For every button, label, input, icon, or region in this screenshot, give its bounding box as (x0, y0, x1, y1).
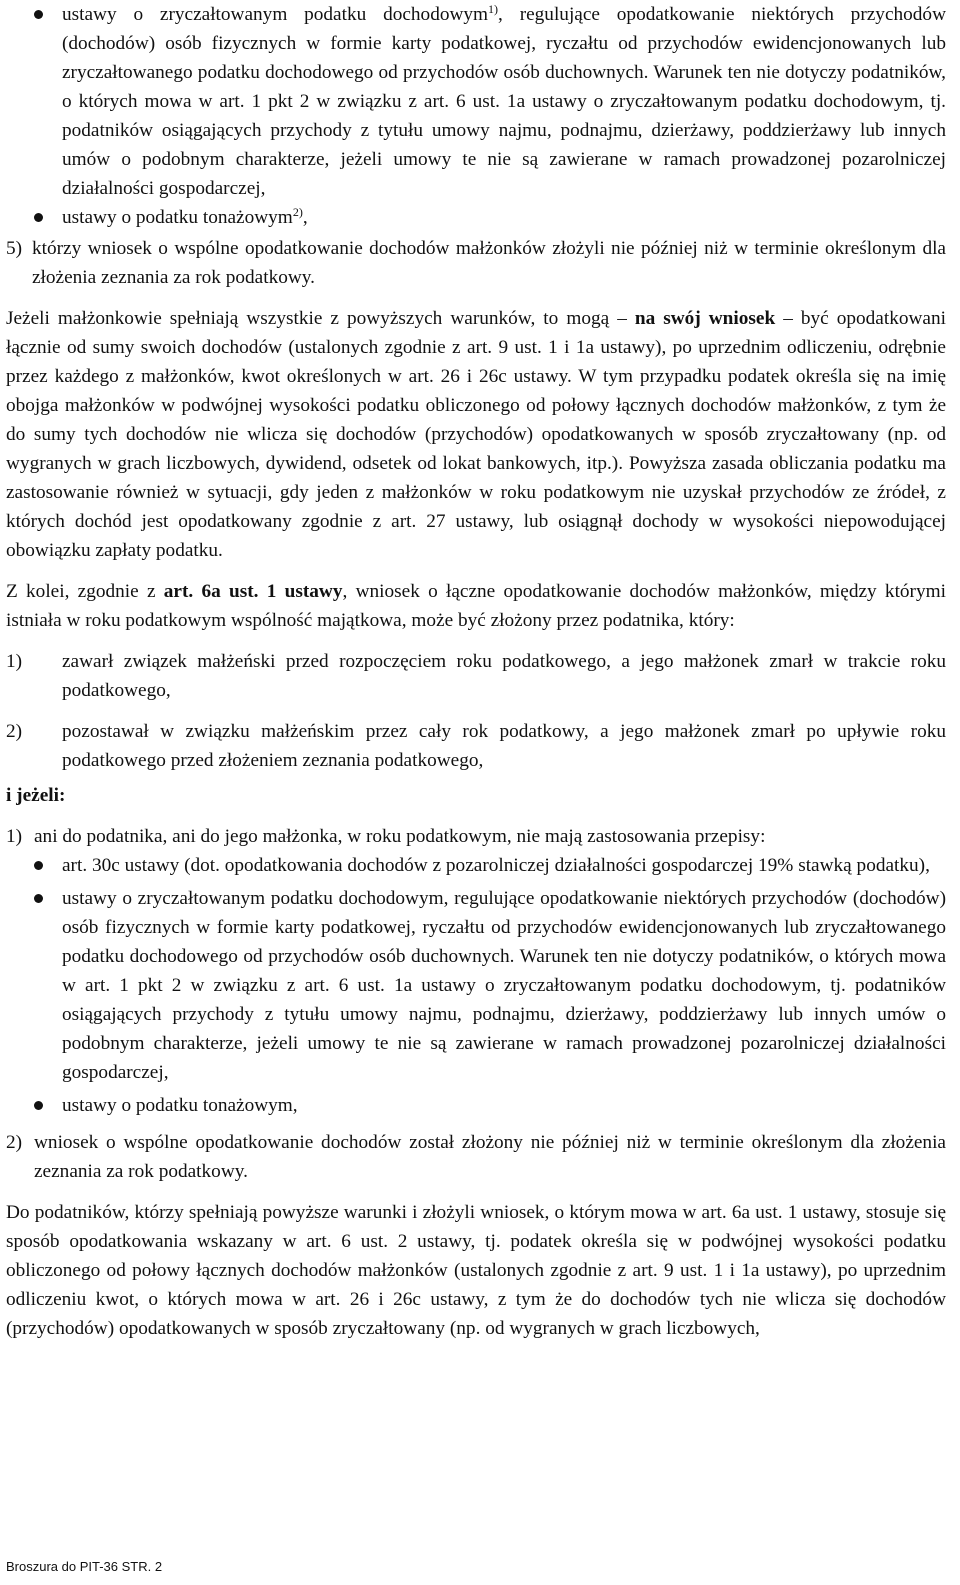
item-text: którzy wniosek o wspólne opodatkowanie dochodów małżonków złożyli nie później niż w terminie określonym dla złożenia zeznania za rok podatkowy. (32, 238, 946, 288)
item-number: 1) (6, 651, 23, 672)
emphasis: art. 6a ust. 1 ustawy (163, 581, 343, 602)
section-heading: i jeżeli: (6, 785, 66, 806)
bullet-icon (34, 861, 43, 870)
bullet-icon (34, 10, 43, 19)
bullet-item (6, 203, 946, 232)
item-text: wniosek o wspólne opodatkowanie dochodów został złożony nie później niż w terminie określonym dla złożenia zeznania za rok podatkowy. (34, 1132, 946, 1182)
bullet-text: ustawy o podatku tonażowym, (62, 1095, 298, 1116)
item-number: 2) (6, 721, 23, 742)
numbered-item (6, 1128, 946, 1186)
bullet-icon (34, 213, 43, 222)
document-page (6, 0, 946, 1343)
bullet-text: , (302, 207, 308, 228)
numbered-item (6, 647, 946, 705)
page-footer: Broszura do PIT-36 STR. 2 (6, 1559, 163, 1574)
bullet-text: ustawy o zryczałtowanym podatku dochodowym, regulujące opodatkowanie niektórych przychodów (dochodów) osób fizycznych w formie karty podatkowej, ryczałtu od przychodów ewidencjonowanych lub zryczałtowanego podatku dochodowego od przychodów osób duchownych. Warunek ten nie dotyczy podatników, o których mowa w art. 1 pkt 2 w związku z art. 6 ust. 1a ustawy o zryczałtowanym podatku dochodowym, tj. podatników osiągających przychody z tytułu umowy najmu, podnajmu, dzierżawy, poddzierżawy lub innych umów o podobnym charakterze, jeżeli umowy te nie są zawierane w ramach prowadzonej pozarolniczej działalności gospodarczej, (62, 888, 946, 1083)
paragraph: Z kolei, zgodnie z art. 6a ust. 1 ustawy, wniosek o łączne opodatkowanie dochodów małżonków, między którymi istniała w roku podatkowym wspólność majątkowa, może być złożony przez podatnika, który: (6, 581, 946, 631)
bullet-text: art. 30c ustawy (dot. opodatkowania dochodów z pozarolniczej działalności gospodarczej 19% stawką podatku), (62, 855, 930, 876)
item-text: zawarł związek małżeński przed rozpoczęciem roku podatkowego, a jego małżonek zmarł w trakcie roku podatkowego, (62, 651, 946, 701)
numbered-item (6, 717, 946, 775)
bullet-item (6, 0, 946, 203)
bullet-icon (34, 894, 43, 903)
emphasis: na swój wniosek (634, 308, 776, 329)
footnote-marker: 2) (292, 205, 303, 219)
item-text: ani do podatnika, ani do jego małżonka, w roku podatkowym, nie mają zastosowania przepisy: (34, 826, 766, 847)
paragraph: Do podatników, którzy spełniają powyższe warunki i złożyli wniosek, o którym mowa w art. 6a ust. 1 ustawy, stosuje się sposób opodatkowania wskazany w art. 6 ust. 2 ustawy, tj. podatek określa się w podwójnej wysokości podatku obliczonego od połowy łącznych dochodów małżonków (ustalonych zgodnie z art. 9 ust. 1 i 1a ustawy), po uprzednim odliczeniu kwot, o których mowa w art. 26 i 26c ustawy, z tym że do dochodów tych nie wlicza się dochodów (przychodów) opodatkowanych w sposób zryczałtowany (np. od wygranych w grach liczbowych, (6, 1202, 946, 1339)
numbered-item (6, 234, 946, 292)
item-number: 5) (6, 238, 23, 259)
item-number: 1) (6, 826, 23, 847)
bullet-text: , regulujące opodatkowanie niektórych przychodów (dochodów) osób fizycznych w formie karty podatkowej, ryczałtu od przychodów ewidencjonowanych lub zryczałtowanego podatku dochodowego od przychodów osób duchownych. Warunek ten nie dotyczy podatników, o których mowa w art. 1 pkt 2 w związku z art. 6 ust. 1a ustawy o zryczałtowanym podatku dochodowym, tj. podatników osiągających przychody z tytułu umowy najmu, podnajmu, dzierżawy, poddzierżawy lub innych umów o podobnym charakterze, jeżeli umowy te nie są zawierane w ramach prowadzonej pozarolniczej działalności gospodarczej, (62, 4, 946, 199)
item-number: 2) (6, 1132, 23, 1153)
bullet-text: ustawy o podatku tonażowym (62, 207, 293, 228)
bullet-item (6, 851, 946, 880)
numbered-item (6, 822, 946, 851)
bullet-text: ustawy o zryczałtowanym podatku dochodowym (62, 4, 489, 25)
footnote-marker: 1) (488, 2, 499, 16)
item-text: pozostawał w związku małżeńskim przez cały rok podatkowy, a jego małżonek zmarł po upływie roku podatkowego przed złożeniem zeznania podatkowego, (62, 721, 946, 771)
paragraph: Jeżeli małżonkowie spełniają wszystkie z powyższych warunków, to mogą – na swój wniosek – być opodatkowani łącznie od sumy swoich dochodów (ustalonych zgodnie z art. 9 ust. 1 i 1a ustawy), po uprzednim odliczeniu, odrębnie przez każdego z małżonków, kwot określonych w art. 26 i 26c ustawy. W tym przypadku podatek określa się na imię obojga małżonków w podwójnej wysokości podatku obliczonego od połowy łącznych dochodów małżonków, z tym że do sumy tych dochodów nie wlicza się dochodów (przychodów) opodatkowanych w sposób zryczałtowany (np. od wygranych w grach liczbowych, dywidend, odsetek od lokat bankowych, itp.). Powyższa zasada obliczania podatku ma zastosowanie również w sytuacji, gdy jeden z małżonków w roku podatkowym nie uzyskał przychodów ze źródeł, z których dochód jest opodatkowany zgodnie z art. 27 ustawy, lub osiągnął dochody w wysokości niepowodującej obowiązku zapłaty podatku. (6, 308, 946, 561)
bullet-item (6, 884, 946, 1087)
bullet-item (6, 1091, 946, 1120)
bullet-icon (34, 1101, 43, 1110)
